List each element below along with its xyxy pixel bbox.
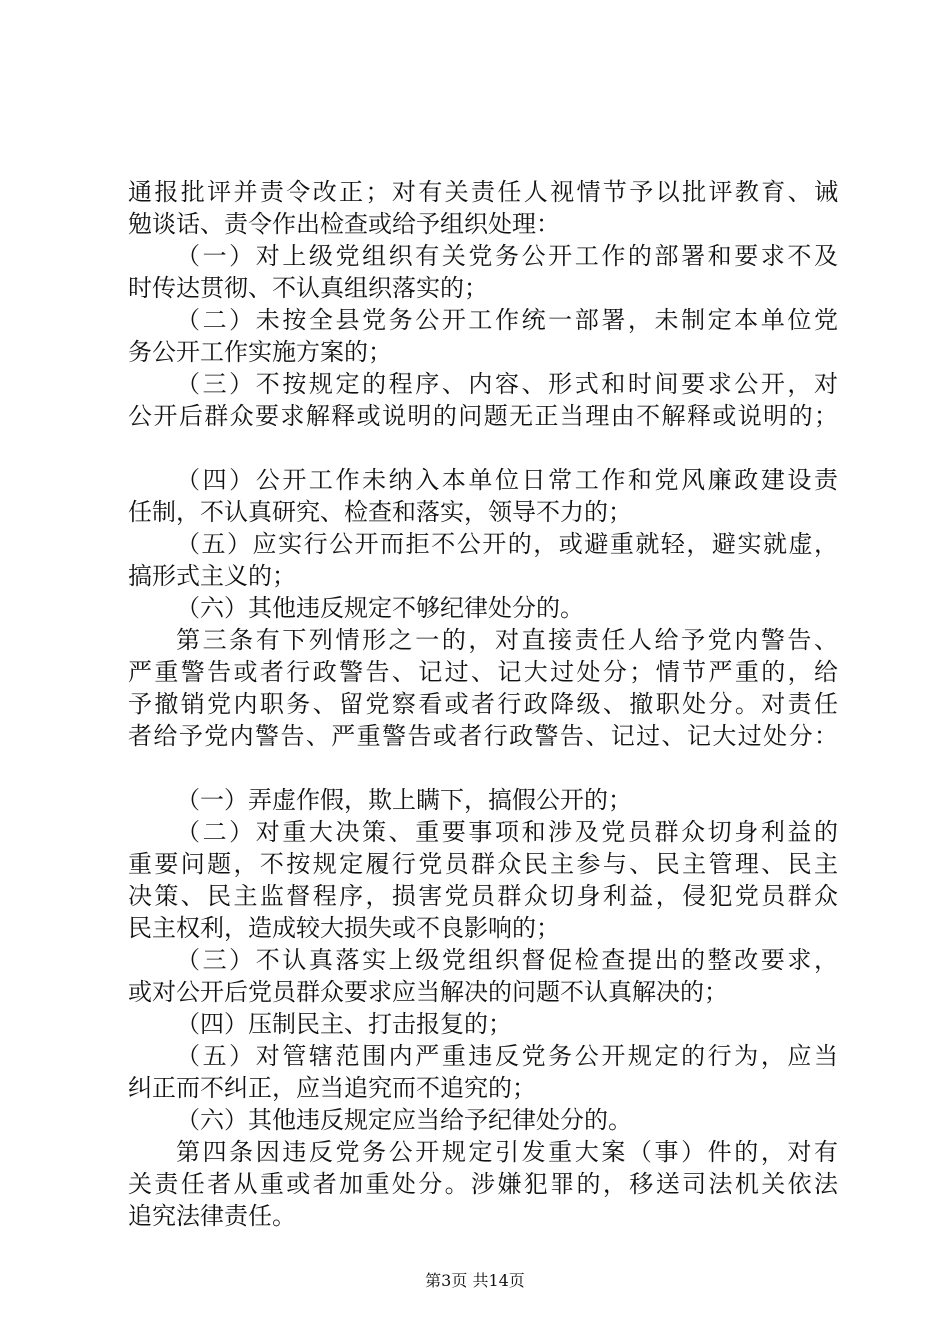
text-line: 务公开工作实施方案的； [128,338,392,366]
text-line: （二）未按全县党务公开工作统一部署，未制定本单位党 [176,306,838,334]
text-line: 追究法律责任。 [128,1202,296,1230]
text-line: 勉谈话、责令作出检查或给予组织处理： [128,210,560,238]
text-line: 者给予党内警告、严重警告或者行政警告、记过、记大过处分： [128,722,838,750]
text-line: 搞形式主义的； [128,562,296,590]
document-body [128,176,838,1232]
text-line: 纠正而不纠正，应当追究而不追究的； [128,1074,536,1102]
text-line: 或对公开后党员群众要求应当解决的问题不认真解决的； [128,978,728,1006]
text-line: （四）公开工作未纳入本单位日常工作和党风廉政建设责 [176,466,838,494]
text-line: 予撤销党内职务、留党察看或者行政降级、撤职处分。对责任 [128,690,838,718]
text-line: 决策、民主监督程序，损害党员群众切身利益，侵犯党员群众 [128,882,838,910]
text-line: （一）弄虚作假，欺上瞒下，搞假公开的； [176,786,632,814]
text-line: 关责任者从重或者加重处分。涉嫌犯罪的，移送司法机关依法 [128,1170,838,1198]
text-line: 第四条因违反党务公开规定引发重大案（事）件的，对有 [176,1138,838,1166]
text-line: （三）不认真落实上级党组织督促检查提出的整改要求， [176,946,838,974]
text-line: 公开后群众要求解释或说明的问题无正当理由不解释或说明的； [128,402,838,430]
text-line: （一）对上级党组织有关党务公开工作的部署和要求不及 [176,242,838,270]
text-line: 民主权利，造成较大损失或不良影响的； [128,914,560,942]
text-line: （三）不按规定的程序、内容、形式和时间要求公开，对 [176,370,838,398]
paragraph-gap [128,432,838,464]
text-line: （四）压制民主、打击报复的； [176,1010,512,1038]
text-line: 第三条有下列情形之一的，对直接责任人给予党内警告、 [176,626,838,654]
page-footer: 第3页 共14页 [425,1271,525,1290]
text-line: 任制，不认真研究、检查和落实，领导不力的； [128,498,632,526]
text-line: 通报批评并责令改正；对有关责任人视情节予以批评教育、诫 [128,178,838,206]
text-line: 严重警告或者行政警告、记过、记大过处分；情节严重的，给 [128,658,838,686]
text-line: （六）其他违反规定应当给予纪律处分的。 [176,1106,632,1134]
paragraph-gap [128,752,838,784]
text-line: 时传达贯彻、不认真组织落实的； [128,274,488,302]
text-line: （六）其他违反规定不够纪律处分的。 [176,594,584,622]
text-line: （五）应实行公开而拒不公开的，或避重就轻，避实就虚， [176,530,838,558]
text-line: 重要问题，不按规定履行党员群众民主参与、民主管理、民主 [128,850,838,878]
text-line: （二）对重大决策、重要事项和涉及党员群众切身利益的 [176,818,838,846]
text-line: （五）对管辖范围内严重违反党务公开规定的行为，应当 [176,1042,838,1070]
